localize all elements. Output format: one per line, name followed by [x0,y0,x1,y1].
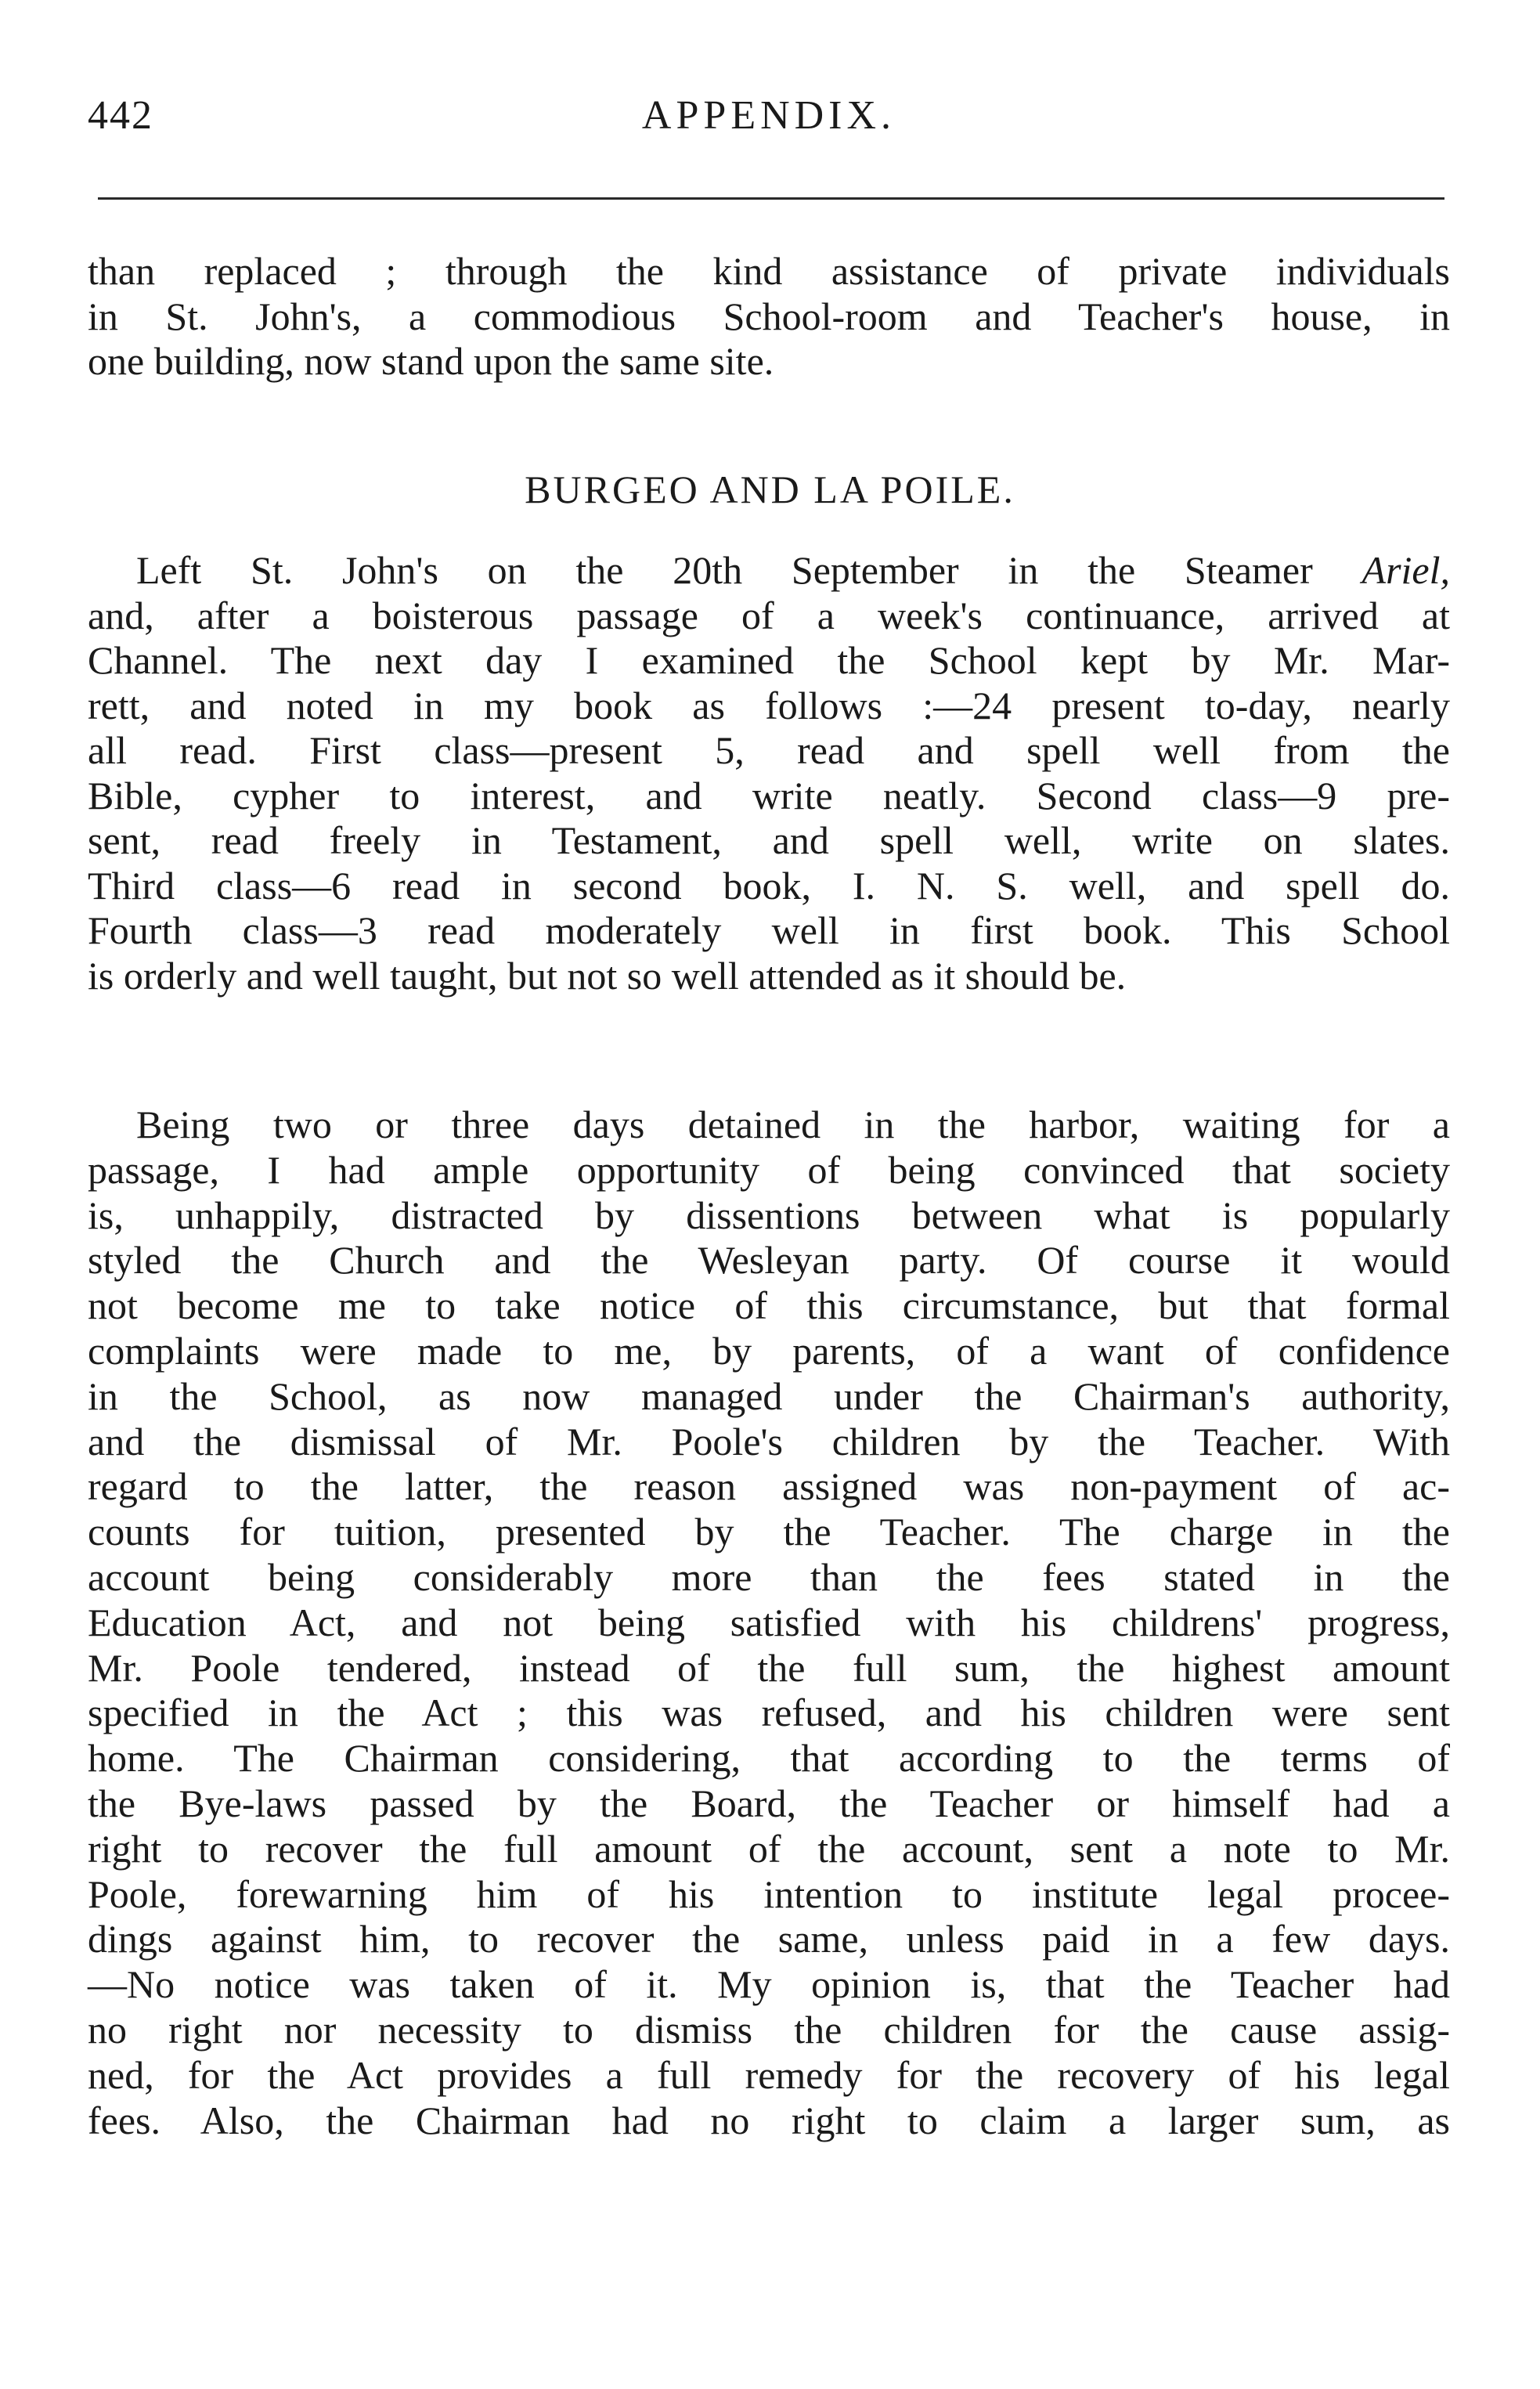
text-line: not become me to take notice of this circumstance, but that formal [88,1283,1450,1328]
text-line: no right nor necessity to dismiss the children for the cause assig- [88,2007,1450,2052]
text-line: the Bye-laws passed by the Board, the Teacher or himself had a [88,1781,1450,1825]
ship-name: Ariel, [1361,548,1451,592]
text-line: Mr. Poole tendered, instead of the full sum, the highest amount [88,1645,1450,1690]
text-span: Left St. John's on the 20th September in the Steamer [136,548,1313,592]
text-line: Education Act, and not being satisfied with his childrens' progress, [88,1600,1450,1644]
text-line: —No notice was taken of it. My opinion is, that the Teacher had [88,1962,1450,2007]
text-line: Fourth class—3 read moderately well in first book. This School [88,908,1450,952]
text-line: regard to the latter, the reason assigned was non-payment of ac- [88,1464,1450,1509]
text-line: Being two or three days detained in the harbor, waiting for a [136,1102,1450,1146]
text-line: in the School, as now managed under the Chairman's authority, [88,1373,1450,1418]
text-line: specified in the Act ; this was refused, and his children were sent [88,1691,1450,1735]
text-line: and the dismissal of Mr. Poole's children by the Teacher. With [88,1419,1450,1463]
paragraph-burgeo-visit [88,548,1450,998]
text-line: one building, now stand upon the same site. [88,339,774,383]
text-line: in St. John's, a commodious School-room and Teacher's house, in [88,294,1450,338]
page-number: 442 [88,93,153,138]
text-line: all read. First class—present 5, read and spell well from the [88,728,1450,772]
page-header [88,92,1450,155]
text-line: styled the Church and the Wesleyan party. Of course it would [88,1238,1450,1283]
text-line: dings against him, to recover the same, unless paid in a few days. [88,1917,1450,1961]
text-line: Third class—6 read in second book, I. N. S. well, and spell do. [88,863,1450,908]
text-line: Channel. The next day I examined the School kept by Mr. Mar- [88,638,1450,682]
text-line: Poole, forewarning him of his intention to institute legal procee- [88,1871,1450,1916]
text-line: passage, I had ample opportunity of being convinced that society [88,1147,1450,1192]
text-line: counts for tuition, presented by the Teacher. The charge in the [88,1510,1450,1554]
text-line: and, after a boisterous passage of a week's continuance, arrived at [88,593,1450,637]
text-line: home. The Chairman considering, that according to the terms of [88,1736,1450,1781]
text-line: sent, read freely in Testament, and spell well, write on slates. [88,818,1450,862]
section-heading: BURGEO AND LA POILE. [525,467,1015,511]
text-line: rett, and noted in my book as follows :—24 present to-day, nearly [88,683,1450,727]
text-line: fees. Also, the Chairman had no right to claim a larger sum, as [88,2098,1450,2142]
paragraph-dissentions [88,1102,1450,2143]
text-line: complaints were made to me, by parents, of a want of confidence [88,1328,1450,1373]
text-line [88,548,1450,594]
paragraph-continued [88,249,1450,384]
text-line: is orderly and well taught, but not so well attended as it should be. [88,953,1127,998]
text-line: ned, for the Act provides a full remedy for the recovery of his legal [88,2052,1450,2097]
text-line: is, unhappily, distracted by dissentions between what is popularly [88,1193,1450,1237]
text-line: right to recover the full amount of the account, sent a note to Mr. [88,1826,1450,1871]
text-line: account being considerably more than the fees stated in the [88,1554,1450,1599]
running-head: APPENDIX. [641,93,896,138]
text-line: Bible, cypher to interest, and write neatly. Second class—9 pre- [88,773,1450,817]
text-line: than replaced ; through the kind assistance of private individuals [88,249,1450,293]
header-rule [98,197,1444,200]
